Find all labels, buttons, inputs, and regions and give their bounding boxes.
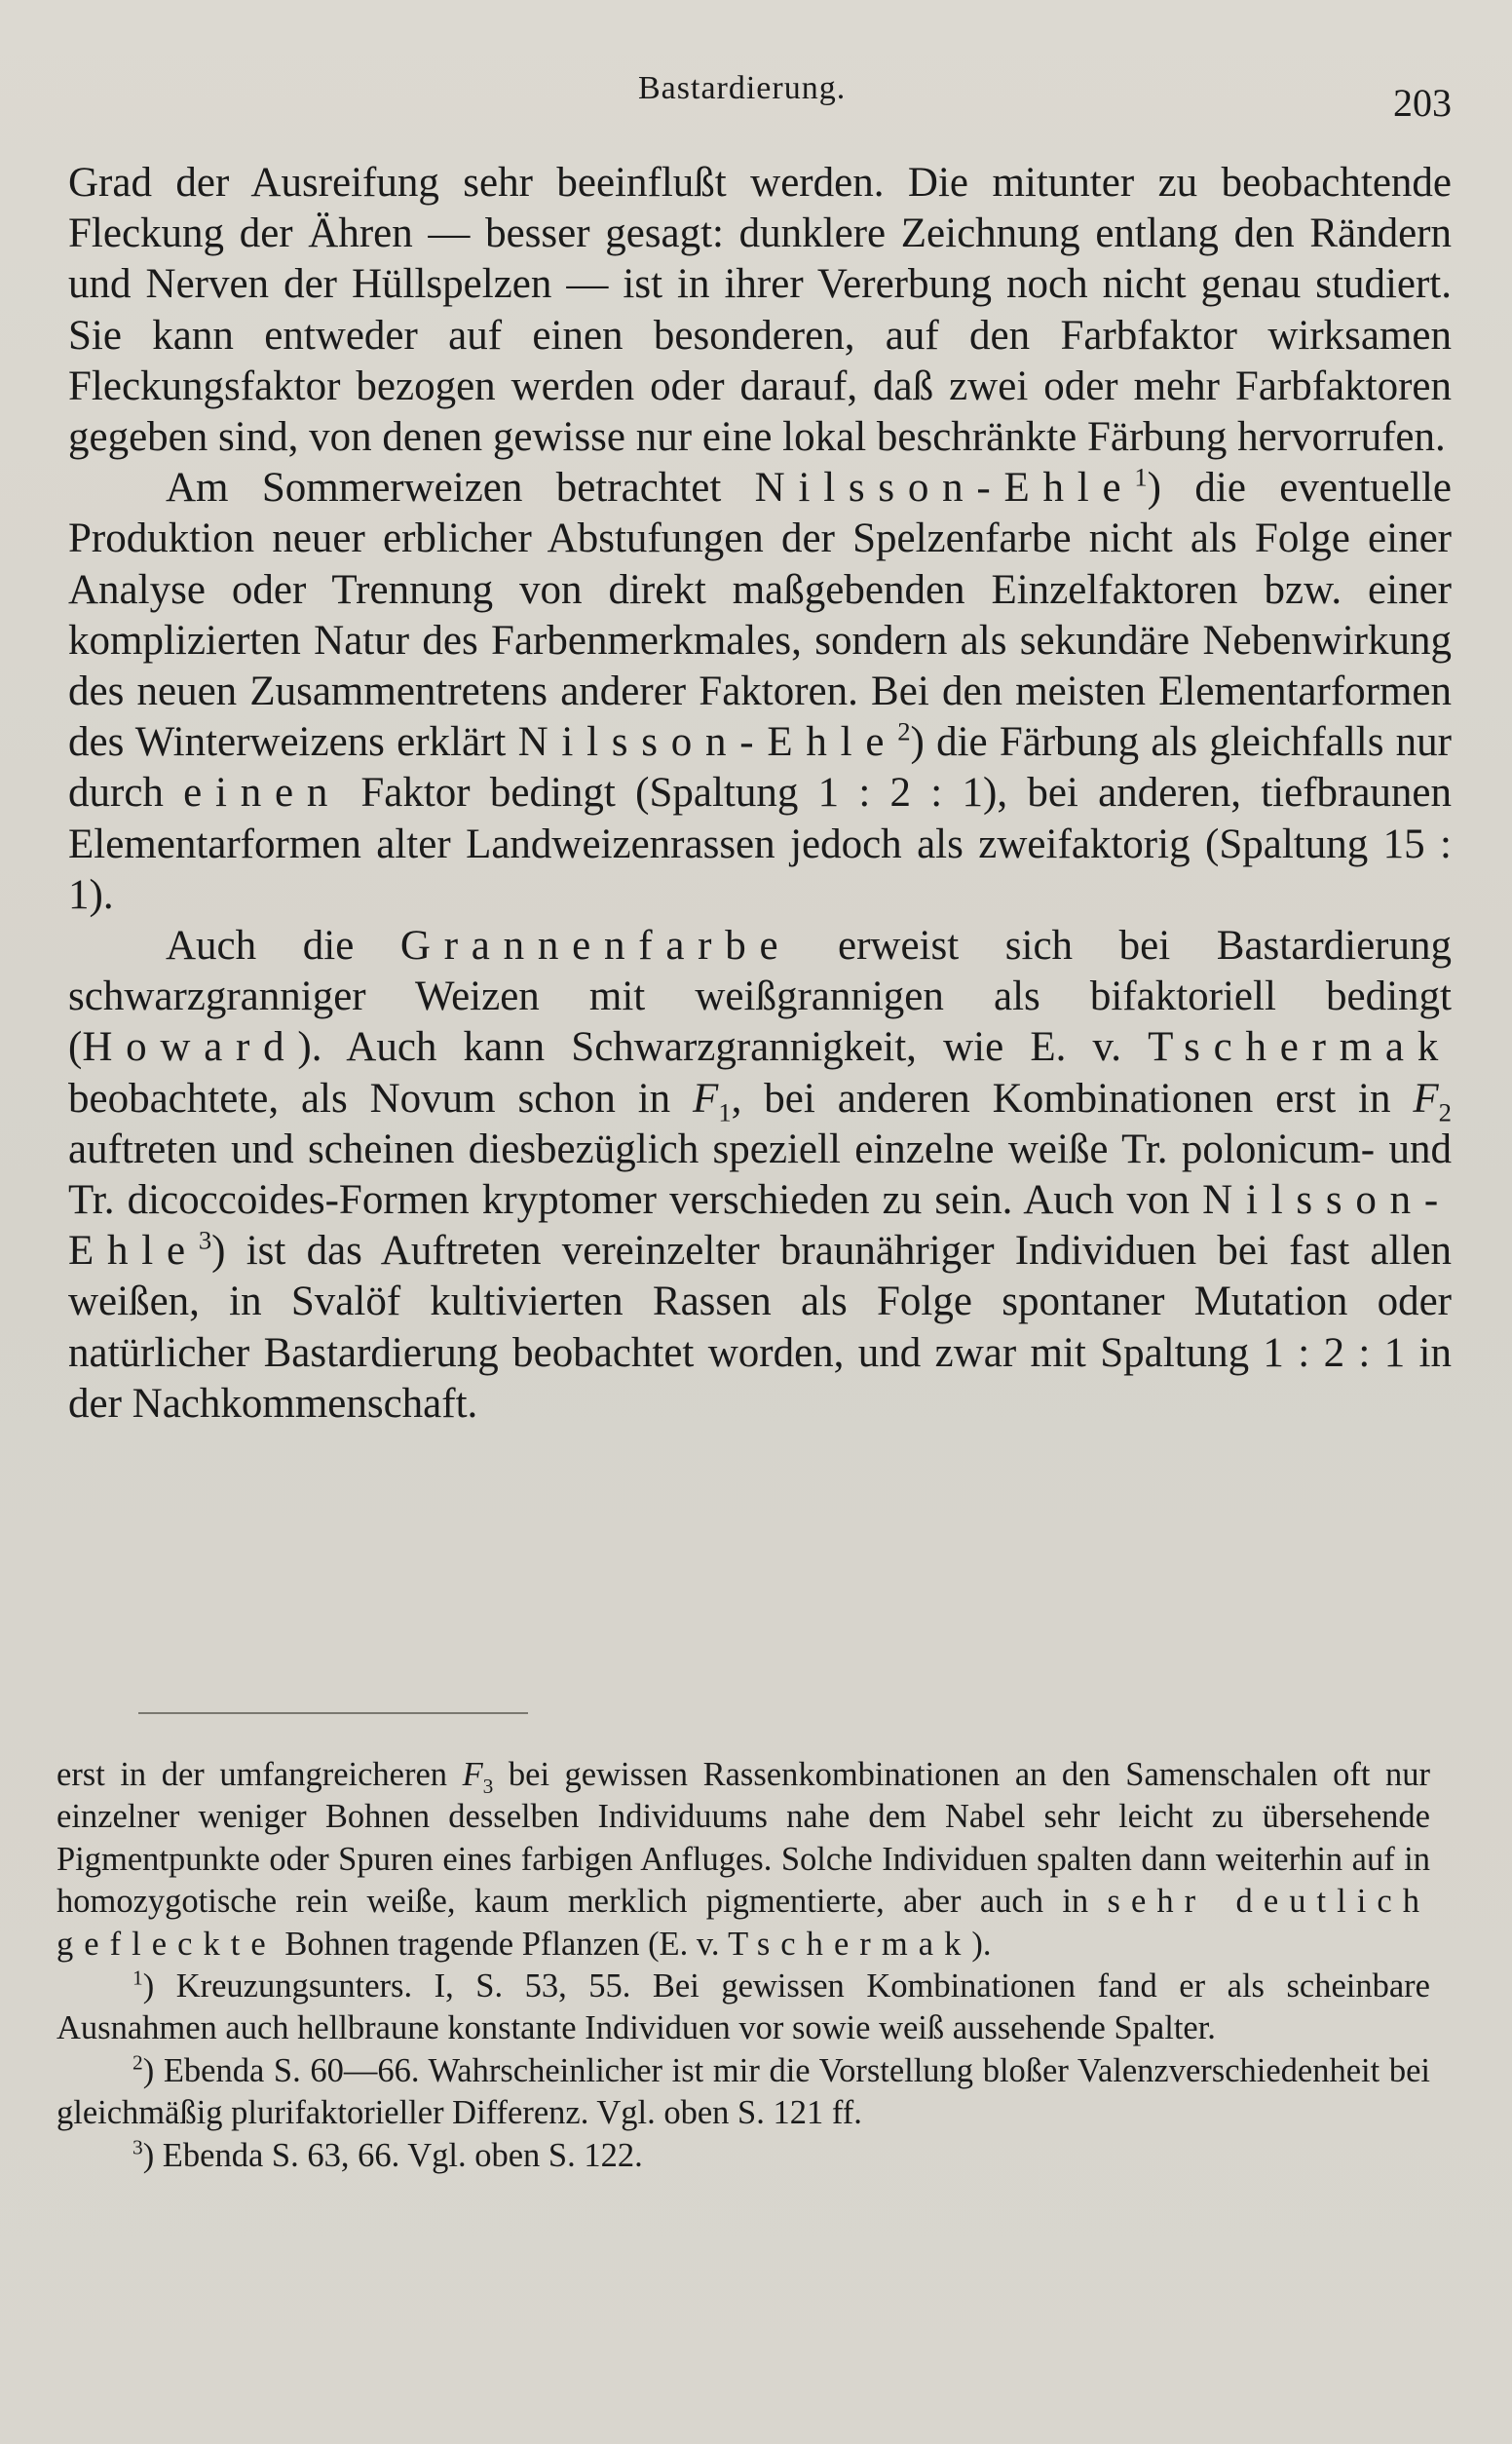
page-number: 203 <box>1393 81 1452 125</box>
page-header <box>0 70 1512 129</box>
author-name: Nilsson-Ehle <box>68 1177 1452 1275</box>
footnote-2: $^2$) Ebenda S. 60—66. Wahrscheinlicher ist mir die Vorstellung bloßer Valenzverschiedenheit bei gleichmäßig plurifaktorieller Differenz. Vgl. oben S. 121 ff. <box>57 2050 1430 2132</box>
emphasis: sehr deutlich gefleckte <box>57 1883 1430 1963</box>
author-name: Nilsson-Ehle <box>754 465 1135 512</box>
author-name: Nilsson-Ehle <box>517 719 898 766</box>
running-title: Bastardierung. <box>638 70 847 106</box>
footnote-ref: 1 <box>1134 462 1148 492</box>
footnote-3: $^3$) Ebenda S. 63, 66. Vgl. oben S. 122. <box>132 2135 643 2174</box>
emphasis: Grannenfarbe <box>399 923 792 970</box>
author-name: Howard <box>82 1024 298 1071</box>
footnote-divider <box>138 1712 528 1714</box>
generation-symbol: F <box>462 1756 483 1793</box>
paragraph-3: Auch die Grannenfarbe erweist sich bei Bastardierung schwarzgranniger Weizen mit weißgrannigen als bifaktoriell bedingt (Howard). Auch kann Schwarzgrannigkeit, wie E. v. Tschermak beobachtete, als Novum schon in $F_1$, bei anderen Kombinationen erst in $F_2$ auftreten und scheinen diesbezüglich speziell einzelne weiße Tr. polonicum- und Tr. dicoccoides-Formen kryptomer verschieden zu sein. Auch von Nilsson-Ehle$^3$) ist das Auftreten vereinzelter braunähriger Individuen bei fast allen weißen, in Svalöf kultivierten Rassen als Folge spontaner Mutation oder natürlicher Bastardierung beobachtet worden, und zwar mit Spaltung 1 : 2 : 1 in der Nachkommenschaft. <box>68 923 1453 1427</box>
author-name: Tschermak <box>1148 1024 1453 1071</box>
footnote-ref: 3 <box>198 1225 212 1255</box>
main-text <box>68 158 1452 1430</box>
footnotes <box>57 1754 1430 2177</box>
footnote-continuation: erst in der umfangreicheren $F_3$ bei gewissen Rassenkombinationen an den Samenschalen oft nur einzelner weniger Bohnen desselben Individuums nahe dem Nabel sehr leicht zu übersehende Pigmentpunkte oder Spuren eines farbigen Anfluges. Solche Individuen spalten dann weiterhin auf in homozygotische rein weiße, kaum merklich pigmentierte, aber auch in sehr deutlich gefleckte Bohnen tragende Pflanzen (E. v. Tschermak). <box>57 1756 1431 1963</box>
paragraph-1: Grad der Ausreifung sehr beeinflußt werden. Die mitunter zu beobachtende Fleckung der Ähren — besser gesagt: dunklere Zeichnung entlang den Rändern und Nerven der Hüllspelzen — ist in ihrer Vererbung noch nicht genau studiert. Sie kann entweder auf einen besonderen, auf den Farbfaktor wirksamen Fleckungsfaktor bezogen werden oder darauf, daß zwei oder mehr Farbfaktoren gegeben sind, von denen gewisse nur eine lokal beschränkte Färbung hervorrufen. <box>68 160 1452 461</box>
author-name: Tschermak <box>728 1925 972 1963</box>
generation-symbol: F <box>693 1075 719 1122</box>
generation-symbol: F <box>1413 1075 1439 1122</box>
footnote-ref: 2 <box>897 716 911 746</box>
paragraph-2: Am Sommerweizen betrachtet Nilsson-Ehle$^1$) die eventuelle Produktion neuer erblicher Abstufungen der Spelzenfarbe nicht als Folge einer Analyse oder Trennung von direkt maßgebenden Einzelfaktoren bzw. einer komplizierten Natur des Farbenmerkmales, sondern als sekundäre Nebenwirkung des neuen Zusammentretens anderer Faktoren. Bei den meisten Elementarformen des Winterweizens erklärt Nilsson-Ehle$^2$) die Färbung als gleichfalls nur durch einen Faktor bedingt (Spaltung 1 : 2 : 1), bei anderen, tiefbraunen Elementarformen alter Landweizenrassen jedoch als zweifaktorig (Spaltung 15 : 1). <box>68 462 1453 918</box>
footnote-1: $^1$) Kreuzungsunters. I, S. 53, 55. Bei gewissen Kombinationen fand er als scheinbare Ausnahmen auch hellbraune konstante Individuen vor sowie weiß aussehende Spalter. <box>57 1966 1430 2047</box>
emphasis: einen <box>183 770 342 817</box>
